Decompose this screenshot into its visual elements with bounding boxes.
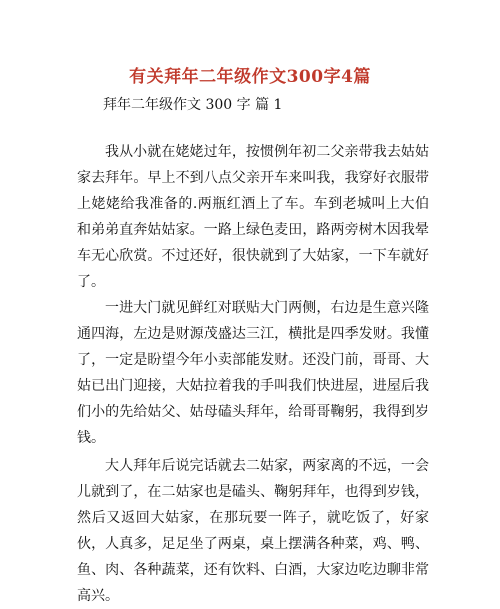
section-heading: 拜年二年级作文 300 字 篇 1 bbox=[103, 97, 283, 113]
document-title: 有关拜年二年级作文300字4篇 bbox=[129, 67, 371, 87]
paragraph-1: 我从小就在姥姥过年，按惯例年初二父亲带我去姑姑家去拜年。早上不到八点父亲开车来叫我，我穿好衣服带上姥姥给我准备的.两瓶红酒上了车。车到老城叫上大伯和弟弟直奔姑姑家。一路上绿色麦田，路两旁树木因我晕车无心欣赏。不过还好，很快就到了大姑家，一下车就好了。 bbox=[77, 144, 429, 290]
paragraph-3: 大人拜年后说完话就去二姑家，两家离的不远，一会儿就到了，在二姑家也是磕头、鞠躬拜年，也得到岁钱，然后又返回大姑家，在那玩要一阵子，就吃饭了，好家伙，人真多，足足坐了两桌，桌上摆满各种菜，鸡、鸭、鱼、肉、各种蔬菜，还有饮料、白酒，大家边吃边聊非常高兴。 bbox=[77, 458, 429, 604]
paragraph-2: 一进大门就见鲜红对联贴大门两侧，右边是生意兴隆通四海，左边是财源茂盛达三江，横批是四季发财。我懂了，一定是盼望今年小卖部能发财。还没门前，哥哥、大姑已出门迎接，大姑拉着我的手叫我们快进屋，进屋后我们小的先给姑父、姑母磕头拜年，给哥哥鞠躬，我得到岁钱。 bbox=[77, 300, 429, 446]
